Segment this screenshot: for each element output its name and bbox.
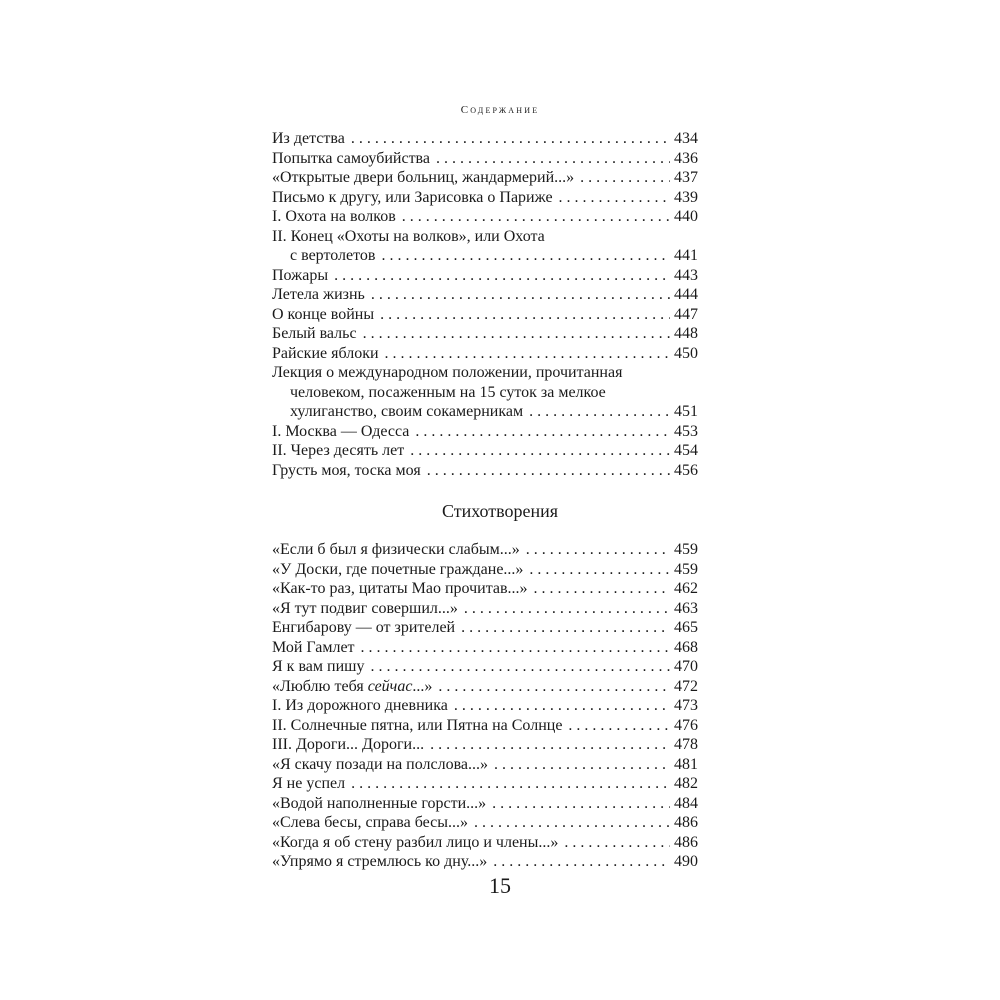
leader-dots xyxy=(385,344,670,364)
toc-entry xyxy=(272,696,698,716)
leader-dots xyxy=(438,677,670,697)
toc-entry-title: I. Охота на волков xyxy=(272,208,396,225)
toc-entry-page: 453 xyxy=(674,422,698,440)
section-heading-poems: Стихотворения xyxy=(441,501,559,521)
toc-entry-title: «У Доски, где почетные граждане...» xyxy=(272,560,524,578)
toc-entry xyxy=(272,246,698,266)
leader-dots xyxy=(564,833,670,853)
toc-entry xyxy=(272,657,698,677)
toc-entry-page: 478 xyxy=(674,736,698,753)
toc-entry-page: 490 xyxy=(674,853,698,870)
toc-entry-page: 473 xyxy=(674,697,698,714)
toc-entry-title: «Когда я об стену разбил лицо и члены...» xyxy=(272,833,559,851)
leader-dots xyxy=(529,402,670,422)
toc-entry xyxy=(272,461,698,481)
leader-dots xyxy=(464,599,670,619)
toc-entry xyxy=(272,422,698,442)
toc-entry xyxy=(272,129,698,149)
toc-entry-page: 439 xyxy=(674,188,698,206)
running-head: Содержание xyxy=(460,104,540,116)
toc-entry xyxy=(272,560,698,580)
toc-entry-page: 459 xyxy=(674,541,698,558)
toc-entry-page: 447 xyxy=(674,305,698,323)
toc-entry-title: Письмо к другу, или Зарисовка о Париже xyxy=(272,188,553,206)
toc-entry xyxy=(272,833,698,853)
toc-entry-title: Я к вам пишу xyxy=(272,658,365,675)
toc-entry-page: 454 xyxy=(674,442,698,459)
toc-entry-title: II. Через десять лет xyxy=(272,442,405,459)
toc-entry-page: 443 xyxy=(674,266,698,284)
toc-entry-page: 463 xyxy=(674,599,698,617)
toc-entry xyxy=(272,540,698,560)
leader-dots xyxy=(410,441,670,461)
toc-entry-title: с вертолетов xyxy=(290,247,376,264)
leader-dots xyxy=(559,188,670,208)
leader-dots xyxy=(363,324,670,344)
toc-entry-title: «Упрямо я стремлюсь ко дну...» xyxy=(272,853,488,870)
leader-dots xyxy=(380,305,670,325)
toc-entry-title: «Открытые двери больниц, жандармерий...» xyxy=(272,169,575,186)
toc-entry xyxy=(272,168,698,188)
toc-section-prose xyxy=(272,129,698,480)
toc-entry-title-emphasis: сейчас xyxy=(367,677,413,695)
toc-entry-page: 462 xyxy=(674,580,698,597)
toc-entry-page: 451 xyxy=(674,403,698,420)
toc-entry-title-line: человеком, посаженным на 15 суток за мелкое xyxy=(290,383,606,401)
toc-entry-page: 470 xyxy=(674,658,698,675)
leader-dots xyxy=(580,168,670,188)
toc-entry-page: 436 xyxy=(674,149,698,167)
toc-entry-page: 472 xyxy=(674,677,698,695)
leader-dots xyxy=(351,774,670,794)
leader-dots xyxy=(381,246,670,266)
page-number: 15 xyxy=(489,873,511,898)
toc-entry-title-end: ...» xyxy=(412,677,433,695)
toc-entry-page: 441 xyxy=(674,247,698,264)
toc-entry-page: 482 xyxy=(674,775,698,792)
leader-dots xyxy=(529,560,670,580)
toc-entry xyxy=(272,735,698,755)
toc-entry-page: 434 xyxy=(674,130,698,147)
leader-dots xyxy=(402,207,670,227)
toc-entry-title-line: Лекция о международном положении, прочитанная xyxy=(272,364,623,381)
leader-dots xyxy=(361,638,670,658)
toc-entry xyxy=(272,618,698,638)
toc-entry-title: Из детства xyxy=(272,130,345,147)
toc-entry-title: Енгибарову — от зрителей xyxy=(272,619,456,636)
toc-entry-title xyxy=(272,677,432,697)
toc-entry-page: 476 xyxy=(674,716,698,734)
toc-entry xyxy=(272,149,698,169)
leader-dots xyxy=(370,657,670,677)
toc-entry xyxy=(272,677,698,697)
toc-entry xyxy=(272,285,698,305)
toc-entry-title: Пожары xyxy=(272,266,329,284)
toc-entry-title: III. Дороги... Дороги... xyxy=(272,736,425,753)
toc-entry-page: 450 xyxy=(674,344,698,362)
toc-entry-page: 481 xyxy=(674,755,698,773)
toc-entry-title: «Я скачу позади на полслова...» xyxy=(272,755,489,773)
toc-entry-title-start: «Люблю тебя xyxy=(272,677,368,695)
toc-entry-title: хулиганство, своим сокамерникам xyxy=(290,403,524,420)
leader-dots xyxy=(494,755,670,775)
leader-dots xyxy=(371,285,670,305)
toc-entry-title: «Я тут подвиг совершил...» xyxy=(272,599,458,617)
leader-dots xyxy=(334,266,670,286)
leader-dots xyxy=(526,540,670,560)
toc-entry xyxy=(272,774,698,794)
toc-entry xyxy=(272,188,698,208)
leader-dots xyxy=(351,129,670,149)
toc-entry-title: О конце войны xyxy=(272,305,375,323)
toc-entry-page: 459 xyxy=(674,560,698,578)
toc-entry xyxy=(272,716,698,736)
toc-entry-title: I. Москва — Одесса xyxy=(272,422,410,440)
leader-dots xyxy=(427,461,670,481)
toc-entry-page: 468 xyxy=(674,638,698,656)
leader-dots xyxy=(493,852,670,872)
toc-entry-page: 448 xyxy=(674,325,698,342)
leader-dots xyxy=(454,696,670,716)
toc-entry-page: 444 xyxy=(674,286,698,303)
leader-dots xyxy=(474,813,670,833)
toc-entry-title-line: II. Конец «Охоты на волков», или Охота xyxy=(272,227,545,245)
leader-dots xyxy=(492,794,670,814)
toc-entry-title: Мой Гамлет xyxy=(272,638,355,656)
leader-dots xyxy=(415,422,670,442)
leader-dots xyxy=(568,716,670,736)
leader-dots xyxy=(461,618,670,638)
toc-entry-page: 484 xyxy=(674,794,698,812)
toc-entry xyxy=(272,579,698,599)
toc-entry xyxy=(272,441,698,461)
toc-entry-title: Я не успел xyxy=(272,775,346,792)
toc-entry-title: Белый вальс xyxy=(272,325,357,342)
toc-entry xyxy=(272,402,698,422)
toc-entry xyxy=(272,794,698,814)
toc-entry-title: «Слева бесы, справа бесы...» xyxy=(272,814,468,831)
toc-section-poems xyxy=(272,540,698,872)
toc-entry xyxy=(272,852,698,872)
toc-entry xyxy=(272,813,698,833)
toc-entry-title: «Водой наполненные горсти...» xyxy=(272,794,487,812)
toc-entry-title: Грусть моя, тоска моя xyxy=(272,461,421,479)
toc-entry-page: 465 xyxy=(674,619,698,636)
toc-entry-title: I. Из дорожного дневника xyxy=(272,697,448,714)
toc-entry-title: «Как-то раз, цитаты Мао прочитав...» xyxy=(272,580,528,597)
toc-entry-title: Летела жизнь xyxy=(272,286,365,303)
toc-entry xyxy=(272,344,698,364)
toc-entry xyxy=(272,266,698,286)
toc-entry-title: Попытка самоубийства xyxy=(272,149,430,167)
toc-entry xyxy=(272,599,698,619)
toc-entry-page: 486 xyxy=(674,833,698,851)
toc-entry-page: 437 xyxy=(674,169,698,186)
toc-entry-page: 440 xyxy=(674,208,698,225)
toc-entry-title: «Если б был я физически слабым...» xyxy=(272,541,520,558)
toc-entry xyxy=(272,207,698,227)
toc-entry xyxy=(272,638,698,658)
toc-entry xyxy=(272,755,698,775)
toc-entry-page: 456 xyxy=(674,461,698,479)
toc-entry xyxy=(272,324,698,344)
leader-dots xyxy=(430,735,670,755)
toc-entry xyxy=(272,305,698,325)
toc-entry-title: II. Солнечные пятна, или Пятна на Солнце xyxy=(272,716,563,734)
toc-entry-page: 486 xyxy=(674,814,698,831)
leader-dots xyxy=(436,149,670,169)
toc-entry-title: Райские яблоки xyxy=(272,344,379,362)
leader-dots xyxy=(534,579,670,599)
